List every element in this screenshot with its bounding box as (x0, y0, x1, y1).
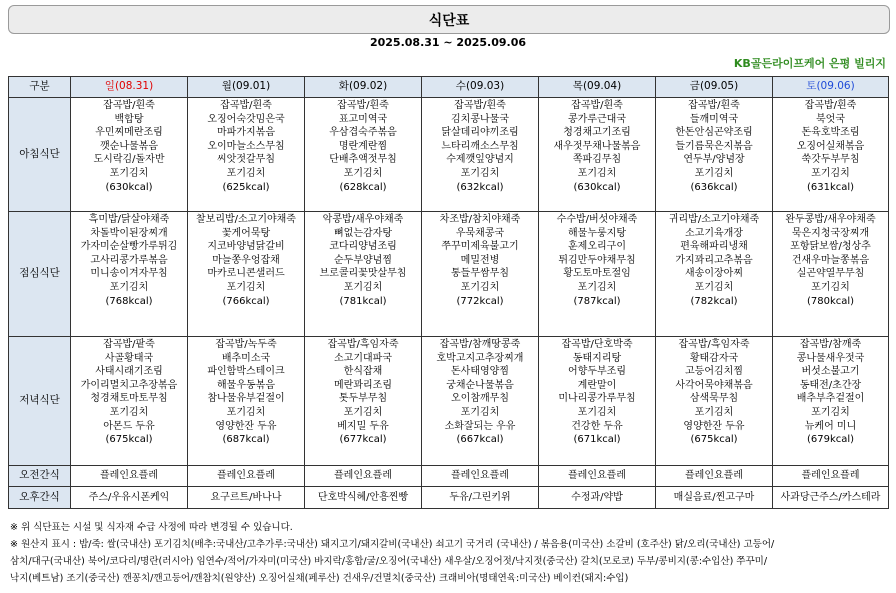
dish-item: 파인함박스테이크 (207, 366, 285, 378)
dish-item: 계란말이 (577, 379, 617, 391)
dish-item: 한돈안심곤약조림 (675, 127, 753, 139)
dish-item: (787kcal) (573, 295, 621, 307)
dish-item: 해물누룽지탕 (568, 227, 626, 239)
dish-item: 고등어김치찜 (685, 366, 743, 378)
dish-item: 단배추액젓무침 (329, 154, 397, 166)
dish-item: 잡곡밥/흑임자죽 (678, 339, 750, 350)
dish-item: (632kcal) (456, 181, 504, 193)
dish-item: 우민찌메란조림 (95, 127, 163, 139)
dish-item: 소고기대파국 (334, 352, 392, 364)
dish-item: 영양한잔 두유 (215, 420, 277, 432)
snack-cell: 주스/우유시폰케익 (71, 487, 188, 509)
dish-item: 뉴케어 미니 (804, 420, 857, 432)
dish-item: 흑미밥/닭살야채죽 (88, 214, 170, 225)
dish-item: 편육해파리냉채 (680, 241, 748, 253)
dish-item: (667kcal) (456, 434, 504, 446)
dish-item: 잡곡밥/단호박죽 (561, 339, 633, 350)
meal-label: 저녁식단 (9, 337, 71, 466)
dish-item: 차조밥/참치야채죽 (439, 214, 521, 225)
dish-item: 잡곡밥/참깨땅콩죽 (439, 339, 521, 350)
dish-item: 백합탕 (114, 113, 144, 125)
dish-item: (631kcal) (806, 181, 855, 193)
dish-item: 우묵채콩국 (455, 227, 505, 239)
meal-label: 아침식단 (9, 98, 71, 212)
dish-item: 잡곡밥/흰죽 (571, 100, 623, 111)
dish-item: 황태감자국 (689, 352, 739, 364)
dish-item: 사골황태국 (104, 352, 154, 364)
snack-cell: 플레인요플레 (422, 466, 539, 487)
dish-item: 궁채순나물볶음 (446, 379, 514, 391)
note-line: ※ 원산지 표시 : 밥/죽: 쌀(국내산) 포기김치(배추:국내산/고추가루:국내산) 돼지고기/돼지갈비(국내산) 쇠고기 국거리 (국내산) / 볶음용(미국산) 소갈비 (호주산) 닭/오리(국내산) 고등어/ (10, 539, 775, 550)
dish-item: 해물우동볶음 (217, 379, 275, 391)
snack-cell: 매실음료/찐고구마 (656, 487, 773, 509)
meal-cell (773, 212, 889, 337)
dish-item: 잡곡밥/흰죽 (337, 100, 389, 111)
dish-item: (671kcal) (573, 434, 621, 446)
dish-item: 포기김치 (343, 281, 383, 293)
menu-period: 2025.08.31 ~ 2025.09.06 (369, 36, 527, 49)
dish-item: 포기김치 (226, 406, 266, 418)
dish-item: 묵은지청국장찌개 (791, 227, 870, 239)
dish-item: 건강한 두유 (571, 420, 623, 432)
day-header-saturday: 토(09.06) (773, 77, 889, 98)
snack-label: 오후간식 (9, 487, 71, 509)
dish-item: 포기김치 (577, 281, 617, 293)
dish-item: 통들무쌈무침 (451, 268, 509, 280)
dish-item: 황도토마토절임 (563, 268, 631, 280)
dish-item: 한식잡채 (343, 366, 383, 378)
dish-item: 고사리콩가루볶음 (90, 254, 168, 266)
note-line: 삼치/대구(국내산) 북어/코다리/명란(러시아) 임연수/적어/가자미(미국산) 바지락/홍합/굴/오징어(국내산) 새우살/오징어젓/낙지젓(중국산) 갈치(모로코) 두부/콩비지(콩:수입산) 쭈꾸미/ (10, 556, 768, 567)
dish-item: 미니송이겨자무침 (90, 268, 168, 280)
dish-item: 포기김치 (577, 406, 617, 418)
meal-cell (539, 98, 656, 212)
dish-item: 포기김치 (811, 281, 850, 293)
dish-item: 새우젓무채나물볶음 (553, 140, 641, 152)
dish-item: 삼색묵무침 (689, 393, 739, 405)
meal-cell (656, 98, 773, 212)
dish-item: 청경채고기조림 (563, 127, 631, 139)
dish-item: 잡곡밥/흰죽 (220, 100, 272, 111)
dish-item: 포기김치 (226, 281, 266, 293)
day-header-tuesday: 화(09.02) (305, 77, 422, 98)
dish-item: 아몬드 두유 (103, 420, 155, 432)
dish-item: 포기김치 (460, 167, 500, 179)
snack-cell: 단호박식혜/안흥찐빵 (305, 487, 422, 509)
dish-item: 수제깻잎양념지 (446, 154, 514, 166)
dish-item: (782kcal) (690, 295, 738, 307)
snack-cell: 플레인요플레 (656, 466, 773, 487)
meal-cell (773, 337, 889, 466)
meal-row-lunch (9, 212, 889, 337)
facility-name: KB골든라이프케어 은평 빌리지 (733, 57, 886, 70)
dish-item: 마늘쫑우엉잡채 (212, 254, 280, 266)
dish-item: 잡곡밥/흰죽 (804, 100, 857, 111)
dish-item: (675kcal) (690, 434, 738, 446)
meal-cell (422, 337, 539, 466)
dish-item: 어향두부조림 (568, 366, 626, 378)
dish-item: 오이마늘소스무침 (207, 140, 285, 152)
dish-item: 잡곡밥/녹두죽 (215, 339, 277, 350)
note-line: 낙지(베트남) 조기(중국산) 깬꽁치/깬고등어/깬참치(원양산) 오징어실채(페루산) 건새우/건멸치(중국산) 크래비아(명태연육:미국산) 베이컨(돼지:수입) (10, 573, 629, 584)
dish-item: 오이참깨무침 (451, 393, 509, 405)
dish-item: 차돌박이된장찌개 (90, 227, 168, 239)
snack-cell: 플레인요플레 (305, 466, 422, 487)
menu-title: 식단표 (428, 12, 470, 29)
dish-item: 포기김치 (811, 167, 850, 179)
dish-item: 깻순나물볶음 (100, 140, 158, 152)
dish-item: 쭈꾸미제육불고기 (441, 241, 519, 253)
dish-item: 소화잘되는 우유 (444, 420, 516, 432)
dish-item: 튀김만두야채무침 (558, 254, 636, 266)
dish-item: 오징어숙갓밈은국 (207, 113, 285, 125)
dish-item: (768kcal) (105, 295, 153, 307)
dish-item: 지코바양념닭갈비 (207, 241, 285, 253)
snack-cell: 두유/그린키위 (422, 487, 539, 509)
dish-item: 잡곡밥/흑임자죽 (327, 339, 399, 350)
dish-item: 가자미순살빵가루튀김 (80, 241, 178, 253)
meal-cell (305, 212, 422, 337)
dish-item: 참나물유부겉절이 (207, 393, 285, 405)
dish-item: 포기김치 (577, 167, 617, 179)
meal-cell (539, 212, 656, 337)
dish-item: 느타리깨소스무침 (441, 140, 519, 152)
dish-item: 포기김치 (109, 406, 149, 418)
dish-item: 뼈없는감자탕 (334, 227, 392, 239)
snack-cell: 사과당근주스/카스테라 (773, 487, 889, 509)
dish-item: 포기김치 (109, 281, 149, 293)
dish-item: 사태시래기조림 (95, 366, 163, 378)
meal-cell (773, 98, 889, 212)
day-header-monday: 월(09.01) (188, 77, 305, 98)
dish-item: 톳두부무침 (338, 393, 388, 405)
dish-item: 콩가루근대국 (568, 113, 626, 125)
meal-cell (71, 98, 188, 212)
dish-item: 오징어실채볶음 (796, 140, 865, 152)
dish-item: 도시락김/돌자반 (93, 154, 165, 166)
dish-item: 마파가지볶음 (217, 127, 275, 139)
dish-item: 콩나물새우젓국 (796, 352, 865, 364)
dish-item: 들기름묵은지볶음 (675, 140, 753, 152)
dish-item: 순두부양념찜 (334, 254, 392, 266)
dish-item: (628kcal) (339, 181, 387, 193)
dish-item: 포기김치 (694, 167, 734, 179)
dish-item: (679kcal) (806, 434, 855, 446)
dish-item: 포항닭보쌈/청상추 (790, 241, 871, 253)
dish-item: 들깨미역국 (689, 113, 739, 125)
dish-item: 잡곡밥/팥죽 (103, 339, 155, 350)
weekly-menu-table (8, 76, 889, 509)
dish-item: (636kcal) (690, 181, 738, 193)
dish-item: 닭살데리야끼조림 (441, 127, 519, 139)
dish-item: 찰보리밥/소고기야채죽 (196, 214, 296, 225)
dish-item: 배추부추겉절이 (796, 393, 865, 405)
dish-item: 실곤약열무무침 (796, 268, 865, 280)
dish-item: 포기김치 (343, 167, 383, 179)
meal-row-dinner (9, 337, 889, 466)
meal-cell (188, 98, 305, 212)
meal-cell (305, 337, 422, 466)
dish-item: 건새우마늘쫑볶음 (791, 254, 870, 266)
dish-item: 사각어묵야채볶음 (675, 379, 753, 391)
meal-cell (656, 212, 773, 337)
snack-cell: 플레인요플레 (71, 466, 188, 487)
meal-cell (71, 212, 188, 337)
dish-item: 코다리양념조림 (329, 241, 397, 253)
dish-item: 메란꽈리조림 (334, 379, 392, 391)
dish-item: 새송이장아찌 (685, 268, 743, 280)
dish-item: 포기김치 (811, 406, 850, 418)
dish-item: 악콩밥/새우야채죽 (322, 214, 404, 225)
dish-item: 명란계란찜 (338, 140, 388, 152)
dish-item: 연두부/양념장 (683, 154, 745, 166)
dish-item: 미나리콩가루무침 (558, 393, 636, 405)
dish-item: 돈육호박조림 (801, 127, 860, 139)
meal-cell (539, 337, 656, 466)
dish-item: 꽃게어묵탕 (221, 227, 271, 239)
dish-item: 청경채토마토무침 (90, 393, 168, 405)
meal-cell (422, 212, 539, 337)
meal-cell (71, 337, 188, 466)
dish-item: 포기김치 (460, 281, 500, 293)
dish-item: 쪽파김무침 (572, 154, 622, 166)
afternoon-snack-row (9, 487, 889, 509)
dish-item: (675kcal) (105, 434, 153, 446)
dish-item: (677kcal) (339, 434, 387, 446)
dish-item: 우삼겹숙주볶음 (329, 127, 397, 139)
dish-item: 북엇국 (816, 113, 845, 125)
meal-cell (305, 98, 422, 212)
header-row (9, 77, 889, 98)
dish-item: 포기김치 (343, 406, 383, 418)
dish-item: (766kcal) (222, 295, 270, 307)
meal-row-breakfast (9, 98, 889, 212)
dish-item: 씨앗젓갈무침 (217, 154, 275, 166)
dish-item: 포기김치 (109, 167, 149, 179)
snack-cell: 요구르트/바나나 (188, 487, 305, 509)
day-header-sunday: 일(08.31) (71, 77, 188, 98)
meal-cell (422, 98, 539, 212)
dish-item: 포기김치 (694, 406, 734, 418)
meal-cell (188, 212, 305, 337)
corner-label: 구분 (9, 77, 71, 98)
notes (10, 519, 890, 587)
dish-item: 버섯소불고기 (801, 366, 860, 378)
dish-item: 포기김치 (694, 281, 734, 293)
dish-item: 잡곡밥/참깨죽 (799, 339, 862, 350)
snack-cell: 플레인요플레 (773, 466, 889, 487)
dish-item: (687kcal) (222, 434, 270, 446)
dish-item: (772kcal) (456, 295, 504, 307)
dish-item: 돈사태영양찜 (451, 366, 509, 378)
dish-item: 표고미역국 (338, 113, 388, 125)
note-line: ※ 위 식단표는 시설 및 식자재 수급 사정에 따라 변경될 수 있습니다. (10, 522, 293, 533)
dish-item: 잡곡밥/흰죽 (103, 100, 155, 111)
dish-item: 배추미소국 (221, 352, 271, 364)
dish-item: 가이리멸치고추장볶음 (80, 379, 178, 391)
dish-item: 김치콩나물국 (451, 113, 509, 125)
dish-item: 소고기육개장 (685, 227, 743, 239)
dish-item: 영양한잔 두유 (683, 420, 745, 432)
dish-item: 동태전/초간장 (799, 379, 862, 391)
dish-item: 베지밀 두유 (337, 420, 389, 432)
dish-item: 호박고지고추장찌개 (436, 352, 524, 364)
dish-item: (630kcal) (573, 181, 621, 193)
day-header-wednesday: 수(09.03) (422, 77, 539, 98)
meal-label: 점심식단 (9, 212, 71, 337)
dish-item: 잡곡밥/흰죽 (688, 100, 740, 111)
dish-item: (630kcal) (105, 181, 153, 193)
snack-label: 오전간식 (9, 466, 71, 487)
dish-item: 완두콩밥/새우야채죽 (785, 214, 876, 225)
meal-cell (656, 337, 773, 466)
snack-cell: 수정과/약밥 (539, 487, 656, 509)
dish-item: 포기김치 (460, 406, 500, 418)
dish-item: (781kcal) (339, 295, 387, 307)
day-header-thursday: 목(09.04) (539, 77, 656, 98)
dish-item: 훈제오리구이 (568, 241, 626, 253)
dish-item: 귀리밥/소고기야채죽 (668, 214, 760, 225)
dish-item: 쑥갓두부무침 (801, 154, 860, 166)
dish-item: (780kcal) (806, 295, 855, 307)
dish-item: 메밀전병 (460, 254, 500, 266)
meal-cell (188, 337, 305, 466)
dish-item: (625kcal) (222, 181, 270, 193)
dish-item: 동태지리탕 (572, 352, 622, 364)
dish-item: 수수밥/버섯야채죽 (556, 214, 638, 225)
dish-item: 브로콜리꽃맛살무침 (319, 268, 407, 280)
day-header-friday: 금(09.05) (656, 77, 773, 98)
morning-snack-row (9, 466, 889, 487)
snack-cell: 플레인요플레 (188, 466, 305, 487)
snack-cell: 플레인요플레 (539, 466, 656, 487)
dish-item: 잡곡밥/흰죽 (454, 100, 506, 111)
menu-title-box (8, 5, 890, 34)
dish-item: 마카로니콘샐러드 (207, 268, 285, 280)
dish-item: 포기김치 (226, 167, 266, 179)
dish-item: 가지꽈리고추볶음 (675, 254, 753, 266)
